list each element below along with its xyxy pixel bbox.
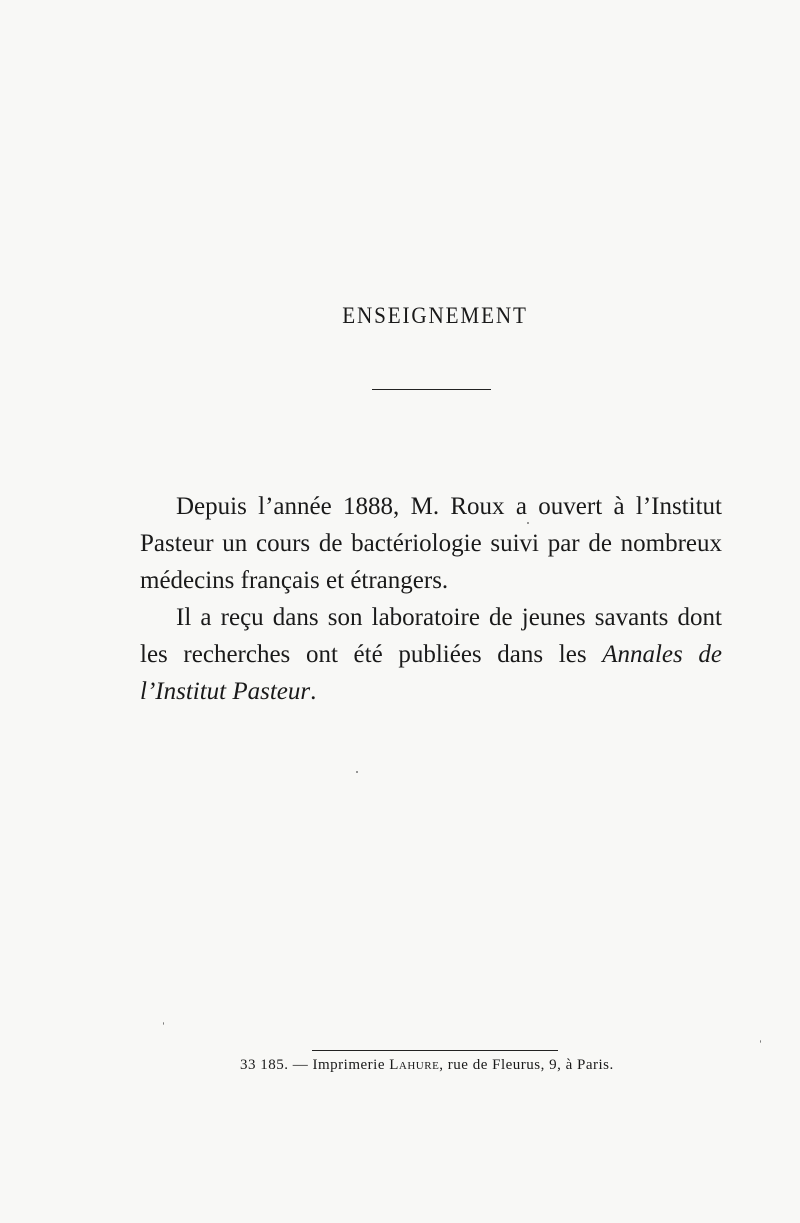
paper-speck (527, 522, 529, 524)
footer-dash: — (292, 1057, 309, 1073)
paragraph-1: Depuis l’année 1888, M. Roux a ouvert à l’Institut Pasteur un cours de bactériologie suivi par de nombreux médecins français et étrangers. (140, 493, 722, 594)
paper-speck (163, 1022, 164, 1025)
printer-label: Imprimerie (312, 1057, 385, 1073)
title-divider (372, 389, 491, 390)
printer-imprint (240, 1057, 614, 1074)
print-number: 33 185. (240, 1057, 289, 1073)
printer-address: , rue de Fleurus, 9, à Paris. (439, 1057, 614, 1073)
footer-divider (312, 1050, 558, 1051)
paragraph-2-end: . (310, 678, 317, 705)
paper-speck (760, 1040, 761, 1043)
paragraph-2 (140, 599, 722, 710)
body-text (140, 488, 722, 710)
paper-speck (356, 771, 358, 773)
page-title: ENSEIGNEMENT (342, 303, 528, 328)
printer-name: Lahure (389, 1057, 440, 1073)
journal-title: Annales de l’Institut Pasteur (140, 641, 723, 705)
paragraph-2-text: Il a reçu dans son laboratoire de jeunes savants dont les recherches ont été publiées dans les (140, 604, 722, 668)
